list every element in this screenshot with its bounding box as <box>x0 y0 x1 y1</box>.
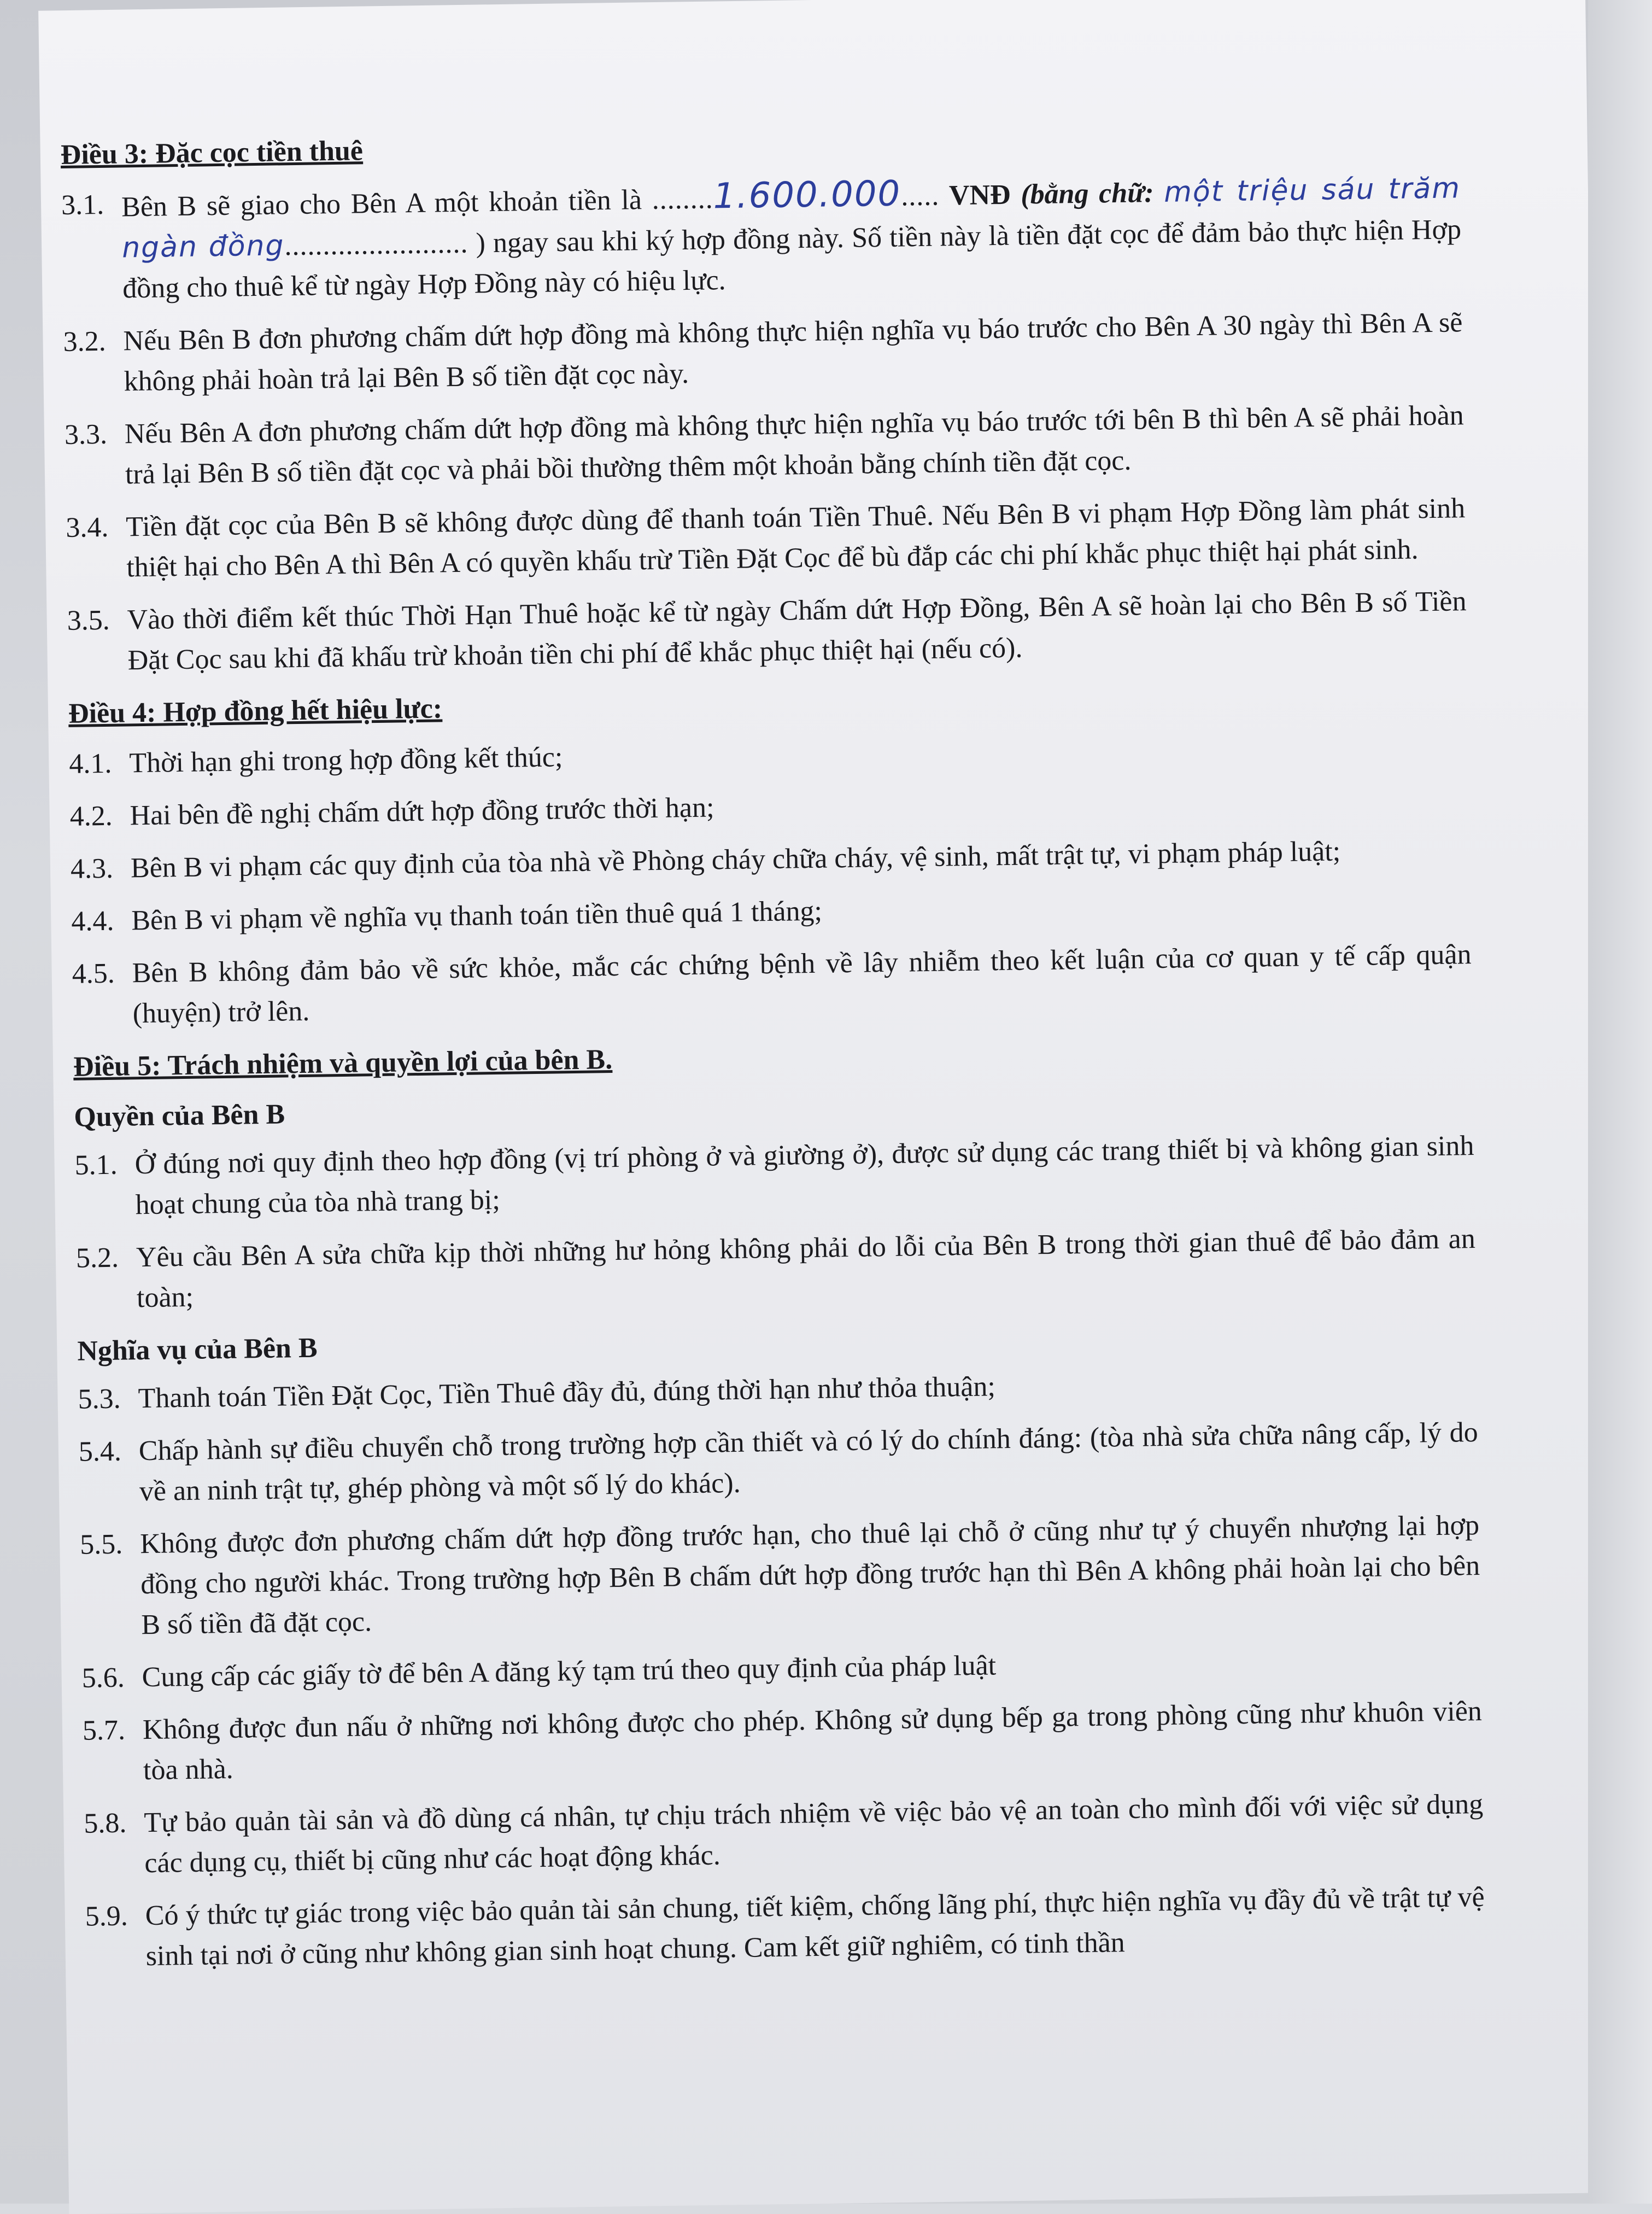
clause-5-4 <box>78 1412 1479 1513</box>
clause-number: 4.4. <box>71 905 114 937</box>
clause-text: Tự bảo quản tài sản và đồ dùng cá nhân, tự chịu trách nhiệm về việc bảo vệ an toàn cho mình đối với việc sử dụng các dụng cụ, thiết bị cũng như các hoạt động khác. <box>144 1788 1484 1879</box>
clause-4-3 <box>71 829 1471 890</box>
clause-text: Thời hạn ghi trong hợp đồng kết thúc; <box>128 741 563 779</box>
fill-dots-b: ..... <box>900 180 940 212</box>
clause-5-2 <box>75 1219 1476 1319</box>
clause-5-6 <box>81 1639 1481 1699</box>
clause-number: 5.6. <box>81 1662 125 1694</box>
clause-number: 3.1. <box>61 189 104 221</box>
clause-number: 4.1. <box>68 747 112 780</box>
in-words-label: (bằng chữ: <box>1010 177 1154 211</box>
clause-5-7 <box>83 1691 1483 1792</box>
article-5-heading: Điều 5: Trách nhiệm và quyền lợi của bên B. <box>73 1044 613 1083</box>
clause-text: Thanh toán Tiền Đặt Cọc, Tiền Thuê đầy đủ, đúng thời hạn như thỏa thuận; <box>138 1371 996 1415</box>
clause-text: Không được đun nấu ở những nơi không được cho phép. Không sử dụng bếp ga trong phòng cũng như khuôn viên tòa nhà. <box>142 1695 1483 1786</box>
clause-3-5 <box>67 581 1467 682</box>
clause-text: Không được đơn phương chấm dứt hợp đồng trước hạn, cho thuê lại chỗ ở cũng như tự ý chuyển nhượng lại hợp đồng cho người khác. Trong trường hợp Bên B chấm dứt hợp đồng trước hạn thì Bên A không phải hoàn lại cho bên B số tiền đã đặt cọc. <box>139 1510 1480 1641</box>
clause-4-2 <box>69 777 1469 837</box>
clause-number: 5.3. <box>78 1383 121 1415</box>
clause-3-2 <box>63 302 1463 403</box>
clause-number: 4.3. <box>70 852 114 885</box>
clause-number: 4.5. <box>72 957 115 990</box>
clause-text: Ở đúng nơi quy định theo hợp đồng (vị trí phòng ở và giường ở), được sử dụng các trang thiết bị và không gian sinh hoạt chung của tòa nhà trang bị; <box>134 1130 1474 1221</box>
clause-4-5 <box>72 934 1472 1035</box>
clause-text: Chấp hành sự điều chuyển chỗ trong trường hợp cần thiết và có lý do chính đáng: (tòa nhà sửa chữa nâng cấp, lý do về an ninh trật tự, ghép phòng và một số lý do khác). <box>138 1417 1479 1508</box>
clause-text: Nếu Bên A đơn phương chấm dứt hợp đồng mà không thực hiện nghĩa vụ báo trước tới bên B thì bên A sẽ phải hoàn trả lại Bên B số tiền đặt cọc và phải bồi thường thêm một khoản bằng chính tiền đặt cọc. <box>124 400 1464 490</box>
clause-text: Bên B vi phạm các quy định của tòa nhà về Phòng cháy chữa cháy, vệ sinh, mất trật tự, vi phạm pháp luật; <box>130 836 1341 884</box>
clause-text: Vào thời điểm kết thúc Thời Hạn Thuê hoặc kể từ ngày Chấm dứt Hợp Đồng, Bên A sẽ hoàn lại cho Bên B số Tiền Đặt Cọc sau khi đã khấu trừ khoản tiền chi phí để khắc phục thiệt hại (nếu có). <box>127 586 1467 676</box>
clause-5-9 <box>85 1877 1485 1978</box>
clause-text: Hai bên đề nghị chấm dứt hợp đồng trước thời hạn; <box>130 792 714 832</box>
clause-5-1 <box>74 1126 1475 1226</box>
clause-number: 3.4. <box>65 511 109 544</box>
clause-number: 5.5. <box>79 1528 123 1561</box>
fill-dots-a: ........ <box>652 183 713 215</box>
article-4-heading: Điều 4: Hợp đồng hết hiệu lực: <box>68 693 443 729</box>
fill-dots-c: ........................ <box>284 227 468 262</box>
clause-number: 5.7. <box>82 1714 126 1746</box>
handwritten-amount-words: một triệu sáu trăm ngàn đồng <box>121 172 1461 265</box>
clause-5-8 <box>84 1784 1484 1885</box>
clause-3-3 <box>64 395 1464 496</box>
clause-number: 4.2. <box>69 800 113 832</box>
clause-3-1-text-a: Bên B sẽ giao cho Bên A một khoản tiền là <box>121 184 642 223</box>
currency-unit: VNĐ <box>939 179 1011 212</box>
clause-4-1 <box>69 725 1469 785</box>
clause-number: 3.3. <box>64 418 108 451</box>
clause-number: 5.2. <box>75 1242 119 1274</box>
clause-text: Yêu cầu Bên A sửa chữa kịp thời những hư hỏng không phải do lỗi của Bên B trong thời gian thuê để bảo đảm an toàn; <box>136 1223 1476 1314</box>
clause-text <box>121 166 1462 309</box>
handwritten-amount: 1.600.000 <box>713 173 901 217</box>
clause-number: 5.9. <box>85 1900 128 1932</box>
clause-3-4 <box>66 488 1466 589</box>
clause-text: Cung cấp các giấy tờ để bên A đăng ký tạm trú theo quy định của pháp luật <box>142 1650 997 1693</box>
clause-text: Tiền đặt cọc của Bên B sẽ không được dùng để thanh toán Tiền Thuê. Nếu Bên B vi phạm Hợp Đồng làm phát sinh thiệt hại cho Bên A thì Bên A có quyền khấu trừ Tiền Đặt Cọc để bù đắp các chi phí khắc phục thiệt hại phát sinh. <box>125 493 1466 583</box>
page-edge-shadow <box>1588 0 1652 2204</box>
clause-text: Nếu Bên B đơn phương chấm dứt hợp đồng mà không thực hiện nghĩa vụ báo trước cho Bên A 30 ngày thì Bên A sẽ không phải hoàn trả lại Bên B số tiền đặt cọc này. <box>123 307 1463 398</box>
clause-number: 3.5. <box>67 604 110 636</box>
clause-number: 5.8. <box>84 1807 127 1839</box>
contract-document <box>60 103 1485 1989</box>
clause-4-4 <box>71 882 1471 942</box>
clause-number: 5.4. <box>78 1435 122 1468</box>
clause-5-5 <box>80 1505 1481 1646</box>
clause-text: Bên B vi phạm về nghĩa vụ thanh toán tiền thuê quá 1 tháng; <box>131 895 823 937</box>
clause-number: 3.2. <box>63 325 106 358</box>
clause-5-3 <box>78 1360 1478 1420</box>
duties-heading: Nghĩa vụ của Bên B <box>77 1332 318 1367</box>
clause-number: 5.1. <box>74 1149 118 1181</box>
clause-3-1 <box>61 166 1462 310</box>
clause-3-1-text-b: ) ngay sau khi ký hợp đồng này. Số tiền này là tiền đặt cọc để đảm bảo thực hiện Hợp đồng cho thuê kể từ ngày Hợp Đồng này có hiệu lực. <box>122 214 1462 305</box>
clause-text: Bên B không đảm bảo về sức khỏe, mắc các chứng bệnh về lây nhiễm theo kết luận của cơ quan y tế cấp quận (huyện) trở lên. <box>132 939 1472 1030</box>
rights-heading: Quyền của Bên B <box>73 1099 285 1133</box>
clause-text: Có ý thức tự giác trong việc bảo quản tài sản chung, tiết kiệm, chống lãng phí, thực hiện nghĩa vụ đầy đủ về trật tự vệ sinh tại nơi ở cũng như không gian sinh hoạt chung. Cam kết giữ nghiêm, có tinh thần <box>145 1881 1485 1972</box>
article-3-heading: Điều 3: Đặc cọc tiền thuê <box>60 135 364 171</box>
